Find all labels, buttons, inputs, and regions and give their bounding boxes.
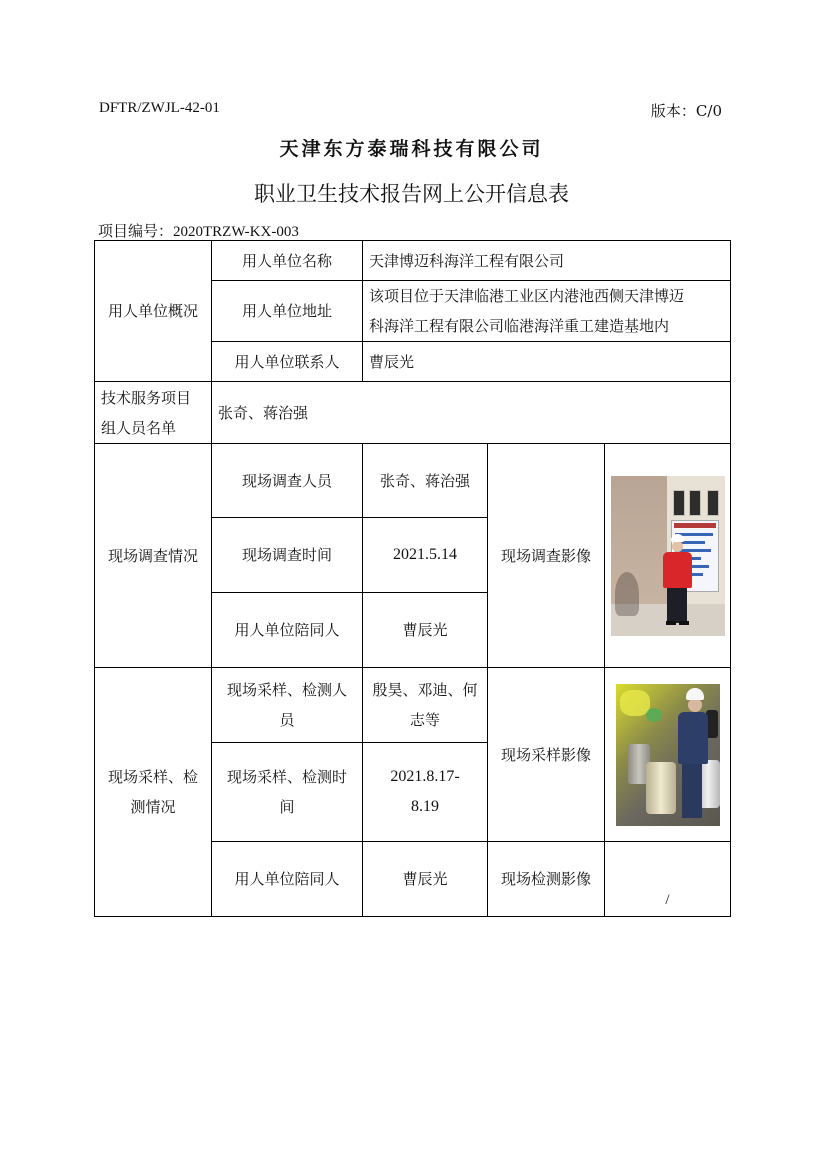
sampling-photo — [616, 684, 720, 826]
survey-time: 2021.5.14 — [363, 518, 488, 593]
sampling-time-label-line2: 间 — [279, 798, 295, 816]
sampling-photo-label: 现场采样影像 — [488, 668, 605, 842]
test-photo-cell — [605, 842, 731, 917]
sampling-staff-line1: 殷昊、邓迪、何 — [372, 681, 478, 699]
survey-section-label: 现场调查情况 — [95, 444, 212, 668]
sampling-photo-cell — [605, 668, 731, 842]
survey-staff-label: 现场调查人员 — [212, 444, 363, 518]
employer-address-line1: 该项目位于天津临港工业区内港池西侧天津博迈 — [369, 287, 685, 305]
team-label-line1: 技术服务项目 — [101, 388, 192, 407]
survey-photo — [611, 476, 725, 636]
employer-section-label: 用人单位概况 — [95, 241, 212, 382]
team-label — [95, 382, 212, 444]
sampling-time-line1: 2021.8.17- — [390, 768, 460, 785]
sampling-staff-label-line2: 员 — [279, 711, 295, 729]
survey-escort: 曹辰光 — [363, 593, 488, 668]
sampling-staff-label — [212, 668, 363, 743]
project-number — [98, 220, 299, 241]
sampling-staff — [363, 668, 488, 743]
employer-address — [363, 281, 731, 342]
sampling-section-line2: 测情况 — [130, 798, 176, 816]
barrel — [646, 762, 676, 814]
employer-name: 天津博迈科海洋工程有限公司 — [363, 241, 731, 281]
sampling-time-label — [212, 743, 363, 842]
sampling-time — [363, 743, 488, 842]
employer-name-label: 用人单位名称 — [212, 241, 363, 281]
sampling-time-label-line1: 现场采样、检测时 — [226, 768, 347, 786]
employer-address-label: 用人单位地址 — [212, 281, 363, 342]
version-label: 版本：C/0 — [650, 102, 722, 120]
sampling-section-line1: 现场采样、检 — [107, 768, 198, 786]
info-table — [94, 240, 731, 917]
employer-contact: 曹辰光 — [363, 342, 731, 382]
project-number-value: 2020TRZW-KX-003 — [173, 224, 299, 240]
employer-contact-label: 用人单位联系人 — [212, 342, 363, 382]
page-title: 职业卫生技术报告网上公开信息表 — [254, 182, 569, 206]
surveyor-figure — [663, 552, 692, 588]
sampling-escort: 曹辰光 — [363, 842, 488, 917]
sampling-staff-label-line1: 现场采样、检测人 — [226, 681, 347, 699]
document-code: DFTR/ZWJL-42-01 — [99, 100, 220, 116]
test-photo-value: / — [665, 892, 670, 908]
team-label-line2: 组人员名单 — [101, 418, 177, 437]
sampling-time-line2: 8.19 — [411, 798, 439, 815]
sampling-staff-line2: 志等 — [409, 711, 440, 729]
team-members: 张奇、蒋治强 — [212, 382, 731, 444]
survey-time-label: 现场调查时间 — [212, 518, 363, 593]
sampling-section-label — [95, 668, 212, 917]
employer-address-line2: 科海洋工程有限公司临港海洋重工建造基地内 — [369, 317, 670, 335]
sampling-escort-label: 用人单位陪同人 — [212, 842, 363, 917]
sampler-figure — [678, 712, 708, 764]
company-name: 天津东方泰瑞科技有限公司 — [279, 138, 544, 160]
survey-staff: 张奇、蒋治强 — [363, 444, 488, 518]
project-number-label: 项目编号： — [98, 222, 174, 240]
test-photo-label: 现场检测影像 — [488, 842, 605, 917]
survey-photo-cell — [605, 444, 731, 668]
survey-escort-label: 用人单位陪同人 — [212, 593, 363, 668]
survey-photo-label: 现场调查影像 — [488, 444, 605, 668]
